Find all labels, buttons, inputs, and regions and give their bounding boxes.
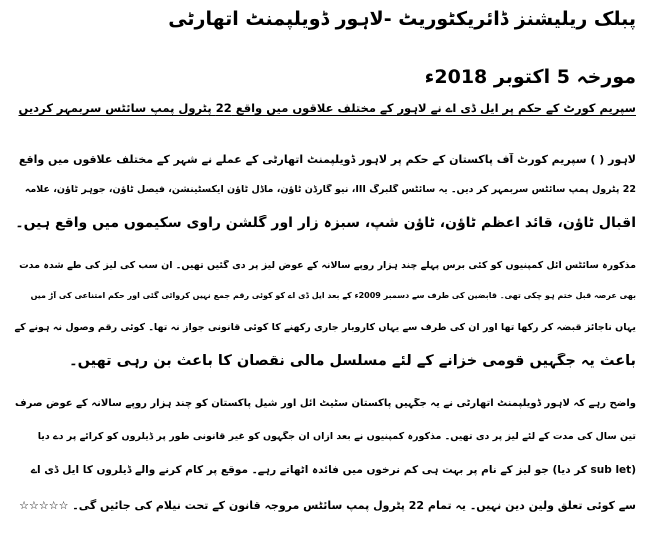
body-line: باعث یہ جگہیں قومی خزانے کے لئے مسلسل مالی نقصان کا باعث بن رہی تھیں۔	[69, 353, 636, 369]
body-line: یہاں ناجائز قبضہ کر رکھا تھا اور ان کی طرف سے یہاں کاروبار جاری رکھنے کا کوئی قانونی جواز نہ تھا۔ کوئی رقم وصول نہ ہونے کے	[14, 322, 636, 333]
body-line: 22 پٹرول پمپ سائٹس سربمہر کر دیں۔ یہ سائٹس گلبرگ III، نیو گارڈن ٹاؤن، ماڈل ٹاؤن ایکسٹینشن، فیصل ٹاؤن، جوہر ٹاؤن، علامہ	[24, 184, 636, 195]
body-line: بھی عرصہ قبل ختم ہو چکی تھی۔ قابضین کی طرف سے دسمبر 2009ء کے بعد ایل ڈی اے کو کوئی رقم جمع نہیں کروائی گئی اور حکم امتناعی کی آڑ میں	[30, 291, 636, 300]
body-line: لاہور ( ) سپریم کورٹ آف پاکستان کے حکم پر لاہور ڈویلپمنٹ اتھارٹی کے عملے نے شہر کے مختلف علاقوں میں واقع	[18, 153, 636, 166]
release-date: مورخہ 5 اکتوبر 2018ء	[424, 66, 636, 88]
body-line: تین سال کی مدت کے لئے لیز پر دی تھیں۔ مذکورہ کمپنیوں نے بعد ازاں ان جگہوں کو غیر قانونی طور پر ڈیلروں کو کرائے پر دے دیا	[37, 431, 636, 442]
headline: سپریم کورٹ کے حکم پر ایل ڈی اے نے لاہور کے مختلف علاقوں میں واقع 22 پٹرول پمپ سائٹس سربمہر کردیں	[18, 102, 636, 115]
body-line: اقبال ٹاؤن، قائد اعظم ٹاؤن، ٹاؤن شپ، سبزہ زار اور گلشن راوی سکیموں میں واقع ہیں۔	[15, 215, 636, 231]
body-line: مذکورہ سائٹس آئل کمپنیوں کو کئی برس پہلے چند ہزار روپے سالانہ کے عوض لیز پر دی گئیں تھیں۔ ان سب کی لیز کی طے شدہ مدت	[19, 260, 636, 271]
press-release-header: پبلک ریلیشنز ڈائریکٹوریٹ -لاہور ڈویلپمنٹ اتھارٹی	[168, 8, 636, 30]
body-line: واضح رہے کہ لاہور ڈویلپمنٹ اتھارٹی نے یہ جگہیں پاکستان سٹیٹ آئل اور شیل پاکستان کو چند ہزار روپے سالانہ کے عوض صرف	[15, 398, 636, 409]
body-line: (sub let کر دیا) جو لیز کے نام پر بہت ہی کم نرخوں میں فائدہ اٹھاتے رہے۔ موقع پر کام کرنے والے ڈیلروں کا ایل ڈی اے	[30, 464, 636, 476]
body-line: سے کوئی تعلق ولین دین نہیں۔ یہ تمام 22 پٹرول پمپ سائٹس مروجہ قانون کے تحت نیلام کی جائیں گی۔ ☆☆☆☆☆	[19, 499, 636, 512]
